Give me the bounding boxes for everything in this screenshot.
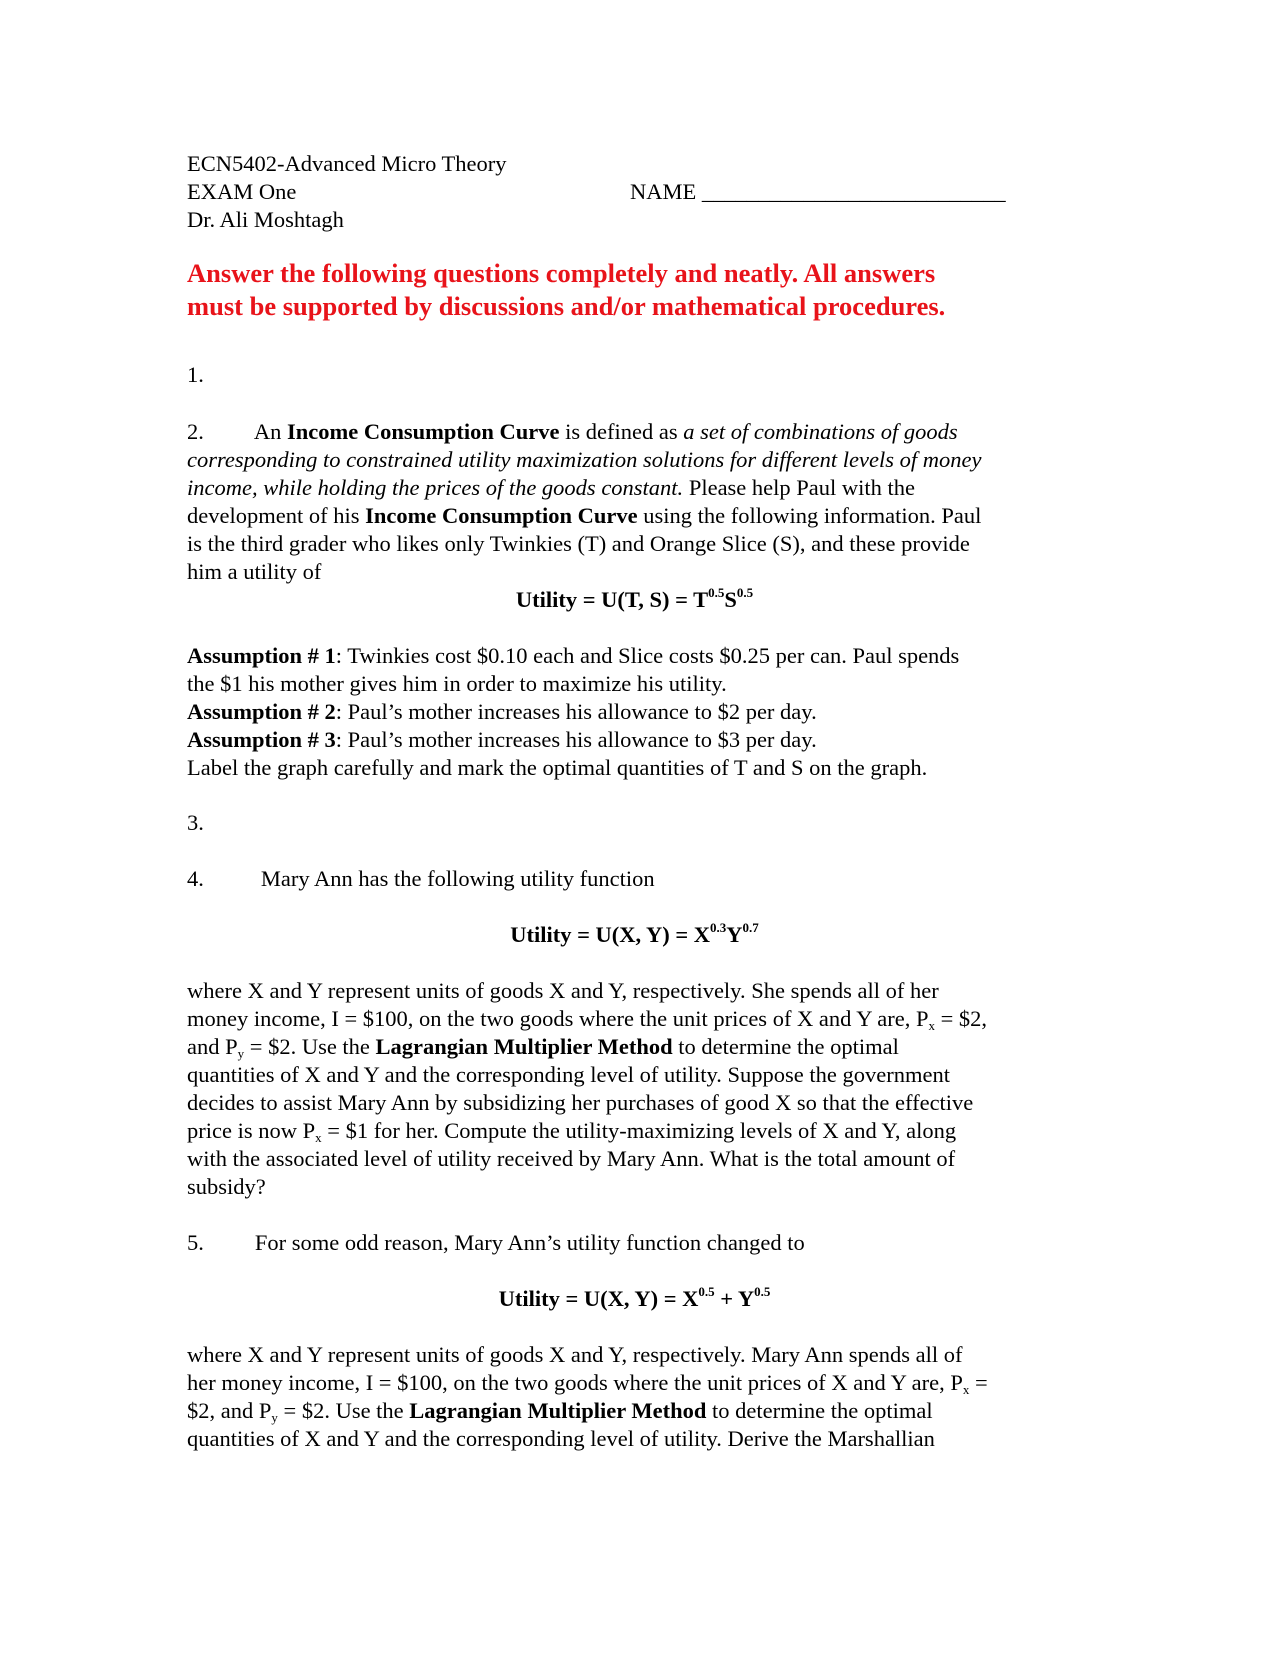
question-5-intro: 5. For some odd reason, Mary Ann’s utility function changed to (187, 1230, 805, 1255)
question-4-line-2: money income, I = $100, on the two goods where the unit prices of X and Y are, Px = $2, (187, 1006, 988, 1033)
question-2-line-1: 2. An Income Consumption Curve is defined as a set of combinations of goods (187, 419, 958, 444)
question-4-line-6: price is now Px = $1 for her. Compute the utility-maximizing levels of X and Y, along (187, 1118, 957, 1145)
question-1-number: 1. (187, 362, 204, 387)
assumption-2: Assumption # 2: Paul’s mother increases his allowance to $2 per day. (187, 699, 817, 724)
name-blank: ___________________________ (701, 179, 1006, 204)
question-4-line-7: with the associated level of utility received by Mary Ann. What is the total amount of (187, 1146, 956, 1171)
utility-formula-xy-additive: Utility = U(X, $Y) = X^{0.5} + Y^{0.5}$ (498, 1284, 771, 1311)
question-4-line-1: where X and Y represent units of goods X and Y, respectively. She spends all of her (187, 978, 939, 1003)
name-field (630, 178, 1006, 207)
question-5-line-1: where X and Y represent units of goods X and Y, respectively. Mary Ann spends all of (187, 1342, 963, 1367)
question-3-number: 3. (187, 810, 204, 835)
question-2-number: 2. (187, 419, 204, 444)
exam-title: EXAM One (187, 179, 297, 204)
question-5-line-4: quantities of X and Y and the corresponding level of utility. Derive the Marshallian (187, 1426, 935, 1451)
question-2-line-4: development of his Income Consumption Curve using the following information. Paul (187, 503, 982, 528)
question-4-number: 4. (187, 866, 204, 891)
question-4-line-8: subsidy? (187, 1174, 266, 1199)
question-4-line-5: decides to assist Mary Ann by subsidizing her purchases of good X so that the effective (187, 1090, 974, 1115)
income-consumption-curve-term: Income Consumption Curve (287, 419, 560, 444)
question-4-line-4: quantities of X and Y and the corresponding level of utility. Suppose the government (187, 1062, 950, 1087)
question-4-line-3: and Py = $2. Use the Lagrangian Multiplier Method to determine the optimal (187, 1034, 899, 1061)
question-5-line-3: $2, and Py = $2. Use the Lagrangian Multiplier Method to determine the optimal (187, 1398, 933, 1425)
assumption-1: Assumption # 1: Twinkies cost $0.10 each and Slice costs $0.25 per can. Paul spends (187, 643, 960, 668)
question-5-line-2: her money income, I = $100, on the two goods where the unit prices of X and Y are, Px = (187, 1370, 988, 1397)
instructions-line-1: Answer the following questions completely and neatly. All answers (187, 258, 936, 288)
question-2-line-2: corresponding to constrained utility maximization solutions for different levels of money (187, 447, 982, 472)
utility-formula-ts: Utility = U(T, $S) = T^{0.5}S^{0.5}$ (515, 585, 754, 612)
assumption-3: Assumption # 3: Paul’s mother increases his allowance to $3 per day. (187, 727, 817, 752)
name-label: NAME (630, 179, 697, 204)
question-2-line-6: him a utility of (187, 559, 322, 584)
question-4-intro: 4. Mary Ann has the following utility function (187, 866, 655, 891)
assumption-1-cont: the $1 his mother gives him in order to maximize his utility. (187, 671, 727, 696)
utility-formula-xy-cobb-douglas: Utility = U(X, $Y) = X^{0.3}Y^{0.7}$ (510, 920, 759, 947)
instructions-line-2: must be supported by discussions and/or mathematical procedures. (187, 291, 946, 321)
question-2-line-3: income, while holding the prices of the goods constant. Please help Paul with the (187, 475, 916, 500)
course-title: ECN5402-Advanced Micro Theory (187, 151, 507, 176)
instructor-name: Dr. Ali Moshtagh (187, 207, 344, 232)
question-2-line-5: is the third grader who likes only Twinkies (T) and Orange Slice (S), and these provide (187, 531, 970, 556)
question-5-number: 5. (187, 1230, 204, 1255)
question-2-label-instruction: Label the graph carefully and mark the optimal quantities of T and S on the graph. (187, 755, 928, 780)
